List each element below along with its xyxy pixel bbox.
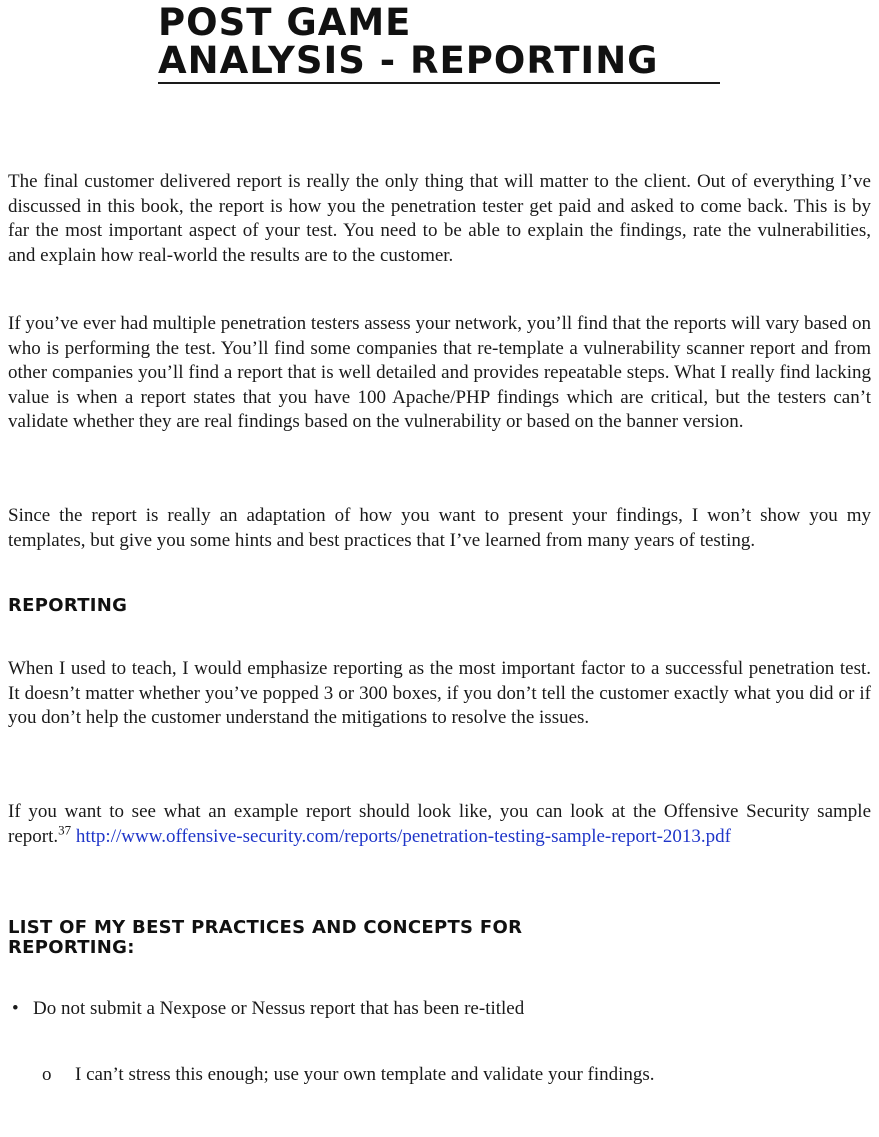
- section-heading-best-practices: [8, 918, 522, 958]
- best-practices-heading-line-1: LIST OF MY BEST PRACTICES AND CONCEPTS FOR: [8, 917, 523, 938]
- list-item-text: Do not submit a Nexpose or Nessus report that has been re-titled: [33, 998, 525, 1019]
- bullet-icon: •: [12, 998, 19, 1019]
- best-practices-heading-line-2: REPORTING:: [8, 937, 135, 958]
- chapter-title: [158, 1, 720, 84]
- sub-list-item-text: I can’t stress this enough; use your own template and validate your findings.: [75, 1064, 655, 1085]
- list-item: [12, 997, 872, 1023]
- footnote-marker: 37: [58, 822, 72, 838]
- chapter-title-line-2: ANALYSIS - REPORTING: [158, 39, 659, 82]
- intro-paragraph: The final customer delivered report is really the only thing that will matter to the client. Out of everything I’ve discussed in this book, the report is how you the penetration tester get paid and asked to come back. This is by far the most important aspect of your test. You need to be able to explain the findings, rate the vulnerabilities, and explain how real-world the results are to the customer.: [8, 171, 871, 266]
- testers-paragraph: If you’ve ever had multiple penetration testers assess your network, you’ll find that the reports will vary based on who is performing the test. You’ll find some companies that re-template a vulnerability scanner report and from other companies you’ll find a report that is well detailed and provides repeatable steps. What I really find lacking value is when a report states that you have 100 Apache/PHP findings which are critical, but the testers can’t validate whether they are real findings based on the vulnerability or based on the banner version.: [8, 313, 871, 433]
- sub-list-item: [42, 1063, 872, 1089]
- sample-report-link[interactable]: http://www.offensive-security.com/reports/penetration-testing-sample-report-2013.pdf: [75, 825, 732, 847]
- sub-bullet-icon: o: [42, 1064, 52, 1085]
- sample-report-paragraph: [8, 800, 871, 849]
- templates-paragraph: Since the report is really an adaptation of how you want to present your findings, I won’t show you my templates, but give you some hints and best practices that I’ve learned from many years of testing.: [8, 505, 871, 551]
- teaching-paragraph: When I used to teach, I would emphasize reporting as the most important factor to a successful penetration test. It doesn’t matter whether you’ve popped 3 or 300 boxes, if you don’t tell the customer exactly what you did or if you don’t help the customer understand the mitigations to resolve the issues.: [8, 658, 871, 729]
- chapter-title-line-1: POST GAME: [158, 1, 412, 44]
- section-heading-reporting: REPORTING: [8, 595, 128, 616]
- sample-report-text: If you want to see what an example report should look like, you can look at the Offensive Security sample report.: [8, 801, 871, 847]
